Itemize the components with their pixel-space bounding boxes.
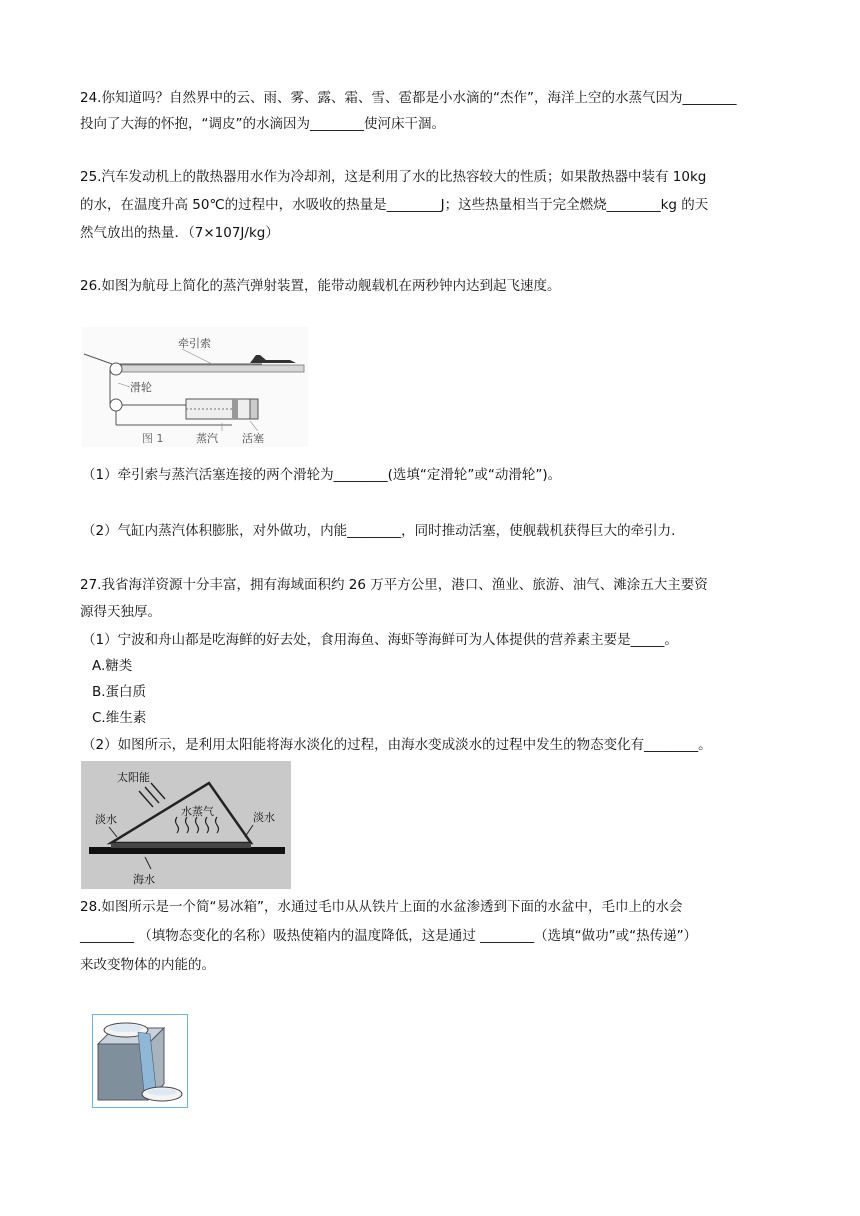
q26-sub-2: （2）气缸内蒸汽体积膨胀，对外做功，内能________，同时推动活塞，使舰载机获得巨大的牵引力. [82, 523, 676, 539]
q27-sub-2: （2）如图所示，是利用太阳能将海水淡化的过程，由海水变成淡水的过程中发生的物态变化有________。 [82, 737, 712, 753]
label-piston: 活塞 [242, 432, 264, 445]
q27-option-b: B.蛋白质 [92, 684, 147, 700]
q25-line-3: 然气放出的热量．（7×107J/kg） [80, 225, 279, 241]
q27-line-1: 27.我省海洋资源十分丰富，拥有海域面积约 26 万平方公里，港口、渔业、旅游、油气、滩涂五大主要资 [80, 577, 708, 593]
q24-line-1: 24.你知道吗？自然界中的云、雨、雾、露、霜、雪、雹都是小水滴的“杰作”，海洋上空的水蒸气因为________ [80, 90, 737, 106]
q24-line-2: 投向了大海的怀抱，“调皮”的水滴因为________使河床干涸。 [80, 116, 445, 132]
q27-option-c: C.维生素 [92, 710, 147, 726]
label-steam: 蒸汽 [196, 432, 218, 445]
q27-sub-1: （1）宁波和舟山都是吃海鲜的好去处，食用海鱼、海虾等海鲜可为人体提供的营养素主要是_____。 [82, 632, 678, 648]
label-fresh-water-left: 淡水 [95, 813, 117, 826]
label-solar-energy: 太阳能 [117, 771, 150, 784]
simple-fridge-figure [92, 1014, 188, 1108]
q25-line-2: 的水，在温度升高 50℃的过程中，水吸收的热量是________J；这些热量相当于完全燃烧________kg 的天 [80, 197, 709, 213]
label-fresh-water-right: 淡水 [253, 811, 275, 824]
label-cable: 牵引索 [178, 337, 211, 350]
label-pulley: 滑轮 [130, 381, 152, 394]
label-figure-number: 图 1 [142, 432, 164, 445]
q25-line-1: 25.汽车发动机上的散热器用水作为冷却剂，这是利用了水的比热容较大的性质；如果散热器中装有 10kg [80, 169, 707, 185]
q26-stem: 26.如图为航母上简化的蒸汽弹射装置，能带动舰载机在两秒钟内达到起飞速度。 [80, 278, 561, 294]
solar-desalination-figure [81, 761, 291, 889]
q26-sub-1: （1）牵引索与蒸汽活塞连接的两个滑轮为________(选填“定滑轮”或“动滑轮”)。 [82, 467, 562, 483]
label-sea-water: 海水 [133, 873, 155, 886]
q28-line-2: ________ （填物态变化的名称）吸热使箱内的温度降低，这是通过 ________（选填“做功”或“热传递”） [80, 928, 698, 944]
q27-line-2: 源得天独厚。 [80, 604, 161, 620]
steam-catapult-figure [82, 327, 308, 447]
q28-line-3: 来改变物体的内能的。 [80, 957, 215, 973]
q27-option-a: A.糖类 [92, 658, 133, 674]
label-water-vapor: 水蒸气 [181, 805, 214, 818]
q28-line-1: 28.如图所示是一个简“易冰箱”，水通过毛巾从从铁片上面的水盆渗透到下面的水盆中，毛巾上的水会 [80, 899, 683, 915]
